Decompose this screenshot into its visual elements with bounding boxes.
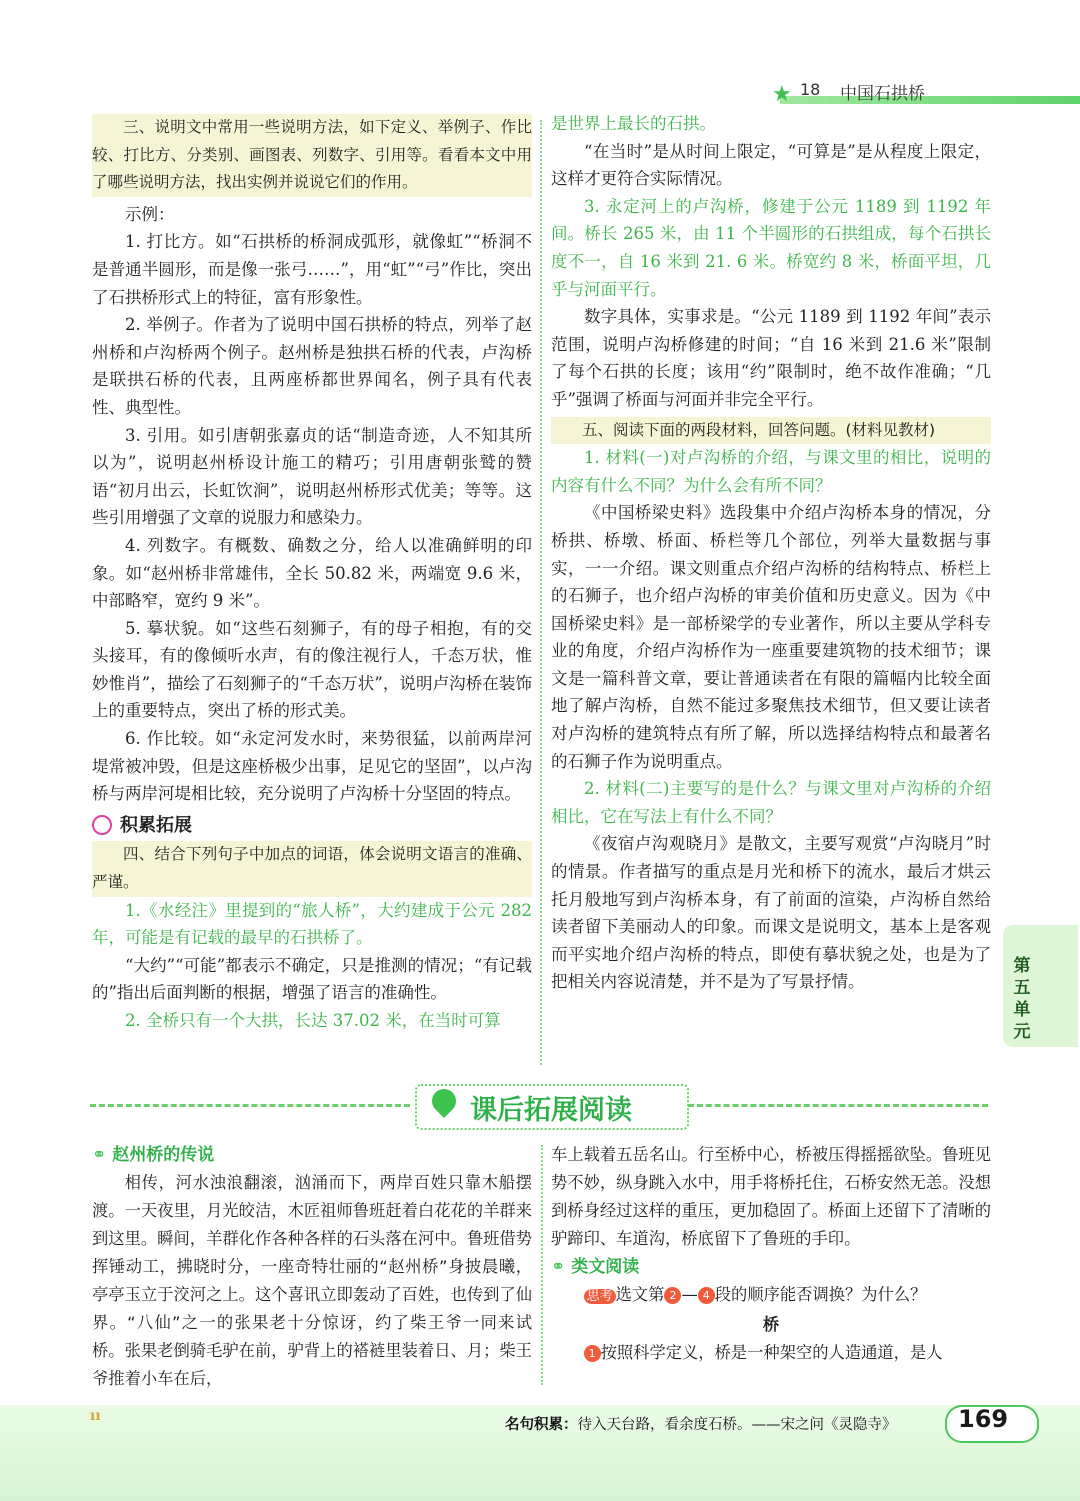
- left-column: [92, 114, 532, 1035]
- answer-4-3: 数字具体，实事求是。“公元 1189 到 1192 年间”表示范围，说明卢沟桥修建的时间；“自 16 米到 21.6 米”限制了每个石拱的长度；该用“约”限制时，绝不故作准确；“几乎”强调了桥面与河面并非完全平行。: [551, 307, 991, 409]
- header-bar: [780, 96, 1080, 104]
- question-4-3: 3. 永定河上的卢沟桥，修建于公元 1189 到 1192 年间。桥长 265 米，由 11 个半圆形的石拱组成，每个石拱长度不一，自 16 米到 21. 6 米。桥宽约 8 米，桥面平坦，几乎与河面平行。: [551, 196, 991, 299]
- reading-divider: [541, 1145, 543, 1385]
- paragraph-badge: 1: [584, 1345, 601, 1362]
- story-text-left: 相传，河水浊浪翻滚，汹涌而下，两岸百姓只靠木船摆渡。一天夜里，月光皎洁，木匠祖师鲁班赶着白花花的羊群来到这里。瞬间，羊群化作各种各样的石头落在河中。鲁班借势挥锤动工，拂晓时分，一座奇特壮丽的“赵州桥”身披晨曦，亭亭玉立于洨河之上。这个喜讯立即轰动了百姓，也传到了仙界。“八仙”之一的张果老十分惊讶，约了柴王爷一同来试桥。张果老倒骑毛驴在前，驴背上的褡裢里装着日、月；柴王爷推着小车在后，: [92, 1173, 532, 1388]
- quote-text: 待入天台路，看余度石桥。——宋之问《灵隐寺》: [577, 1417, 897, 1433]
- example-item: 6. 作比较。如“永定河发水时，来势很猛，以前两岸河堤常被冲毁，但是这座桥极少出事，足见它的坚固”，以卢沟桥与两岸河堤相比较，充分说明了卢沟桥十分坚固的特点。: [92, 729, 532, 804]
- right-column: [551, 110, 991, 996]
- question-4-2-end: 是世界上最长的石拱。: [551, 114, 716, 133]
- think-question: 思考 选文第 2 — 4 段的顺序能否调换？为什么？: [551, 1281, 991, 1311]
- example-item: 2. 举例子。作者为了说明中国石拱桥的特点，列举了赵州桥和卢沟桥两个例子。赵州桥是独拱石桥的代表，卢沟桥是联拱石桥的代表，且两座桥都世界闻名，例子具有代表性、典型性。: [92, 315, 532, 417]
- example-item: 3. 引用。如引唐朝张嘉贞的话“制造奇迹，人不知其所以为”，说明赵州桥设计施工的精巧；引用唐朝张鹫的赞语“初月出云，长虹饮涧”，说明赵州桥形式优美；等等。这些引用增强了文章的说服力和感染力。: [92, 425, 532, 528]
- section-heading: 积累拓展: [92, 812, 532, 840]
- example-item: 5. 摹状貌。如“这些石刻狮子，有的母子相抱，有的交头接耳，有的像倾听水声，有的像注视行人，千态万状，惟妙惟肖”，描绘了石刻狮子的“千态万状”，说明卢沟桥在装饰上的重要特点，突出了桥的形式美。: [92, 618, 532, 721]
- footer-decoration-icon: ıı: [90, 1408, 101, 1424]
- lesson-number: 18: [800, 80, 821, 99]
- story-text-right: 车上载着五岳名山。行至桥中心，桥被压得摇摇欲坠。鲁班见势不妙，纵身跳入水中，用手将桥托住，石桥安然无恙。没想到桥身经过这样的重压，更加稳固了。桥面上还留下了清晰的驴蹄印、车道沟，桥底留下了鲁班的手印。: [551, 1145, 991, 1248]
- example-item: 1. 打比方。如“石拱桥的桥洞成弧形，就像虹”“桥洞不是普通半圆形，而是像一张弓……”，用“虹”“弓”作比，突出了石拱桥形式上的特征，富有形象性。: [92, 232, 532, 307]
- answer-4-1: “大约”“可能”都表示不确定，只是推测的情况；“有记载的”指出后面判断的根据，增强了语言的准确性。: [92, 955, 532, 1003]
- answer-5-1: 《中国桥梁史料》选段集中介绍卢沟桥本身的情况，分桥拱、桥墩、桥面、桥栏等几个部位，列举大量数据与事实，一一介绍。课文则重点介绍卢沟桥的结构特点、桥栏上的石狮子，也介绍卢沟桥的审美价值和历史意义。因为《中国桥梁史料》是一部桥梁学的专业著作，所以主要从学科专业的角度，介绍卢沟桥作为一座重要建筑物的技术细节；课文是一篇科普文章，要让普通读者在有限的篇幅内比较全面地了解卢沟桥，自然不能过多聚焦技术细节，但又要让读者对卢沟桥的建筑特点有所了解，所以选择结构特点和最著名的石狮子作为说明重点。: [551, 503, 991, 771]
- think-label: 思考: [584, 1289, 616, 1304]
- lesson-title: 中国石拱桥: [840, 84, 925, 104]
- paragraph-badge: 2: [664, 1287, 681, 1304]
- story-title: ⚭ 赵州桥的传说: [92, 1145, 215, 1165]
- answer-5-2: 《夜宿卢沟观晓月》是散文，主要写观赏“卢沟晓月”时的情景。作者描写的重点是月光和桥下的流水，最后才烘云托月般地写到卢沟桥本身，有了前面的渲染，卢沟桥自然给读者留下美丽动人的印象。而课文是说明文，基本上是客观而平实地介绍卢沟桥的特点，即使有摹状貌之处，也是为了把相关内容说清楚，并不是为了写景抒情。: [551, 834, 991, 992]
- question-5-2: 2. 材料(二)主要写的是什么？与课文里对卢沟桥的介绍相比，它在写法上有什么不同？: [551, 779, 991, 826]
- paragraph-badge: 4: [698, 1287, 715, 1304]
- example-item: 4. 列数字。有概数、确数之分，给人以准确鲜明的印象。如“赵州桥非常雄伟，全长 50.82 米，两端宽 9.6 米，中部略窄，宽约 9 米”。: [92, 535, 532, 611]
- banner-line-left: [90, 1104, 410, 1107]
- similar-reading-title: ⚭ 类文阅读: [551, 1257, 640, 1277]
- banner-title: 课后拓展阅读: [470, 1095, 632, 1126]
- quote-label: 名句积累：: [505, 1417, 578, 1433]
- question-5: 五、阅读下面的两段材料，回答问题。(材料见教材): [551, 417, 991, 445]
- question-4: 四、结合下列句子中加点的词语，体会说明文语言的准确、严谨。: [92, 841, 532, 896]
- question-3: 三、说明文中常用一些说明方法，如下定义、举例子、作比较、打比方、分类别、画图表、列数字、引用等。看看本文中用了哪些说明方法，找出实例并说说它们的作用。: [92, 114, 532, 197]
- swirl-icon: [92, 815, 112, 835]
- footer-quote: [505, 1413, 897, 1434]
- column-divider: [540, 120, 542, 1065]
- example-label: 示例：: [125, 204, 175, 224]
- reading-right-column: [551, 1141, 991, 1367]
- star-icon: ★: [772, 82, 792, 107]
- page-number: 169: [958, 1405, 1009, 1433]
- article-title: 桥: [762, 1315, 780, 1334]
- reading-left-column: [92, 1141, 532, 1393]
- link-icon: ⚭: [92, 1145, 107, 1165]
- unit-side-tab-label: 第五单元: [1013, 956, 1031, 1042]
- question-5-1: 1. 材料(一)对卢沟桥的介绍，与课文里的相比，说明的内容有什么不同？为什么会有所不同？: [551, 448, 991, 495]
- link-icon: ⚭: [551, 1257, 566, 1277]
- article-first-line: 1 按照科学定义，桥是一种架空的人造通道，是人: [551, 1339, 991, 1367]
- banner-line-right: [688, 1104, 988, 1107]
- question-4-1: 1.《水经注》里提到的“旅人桥”，大约建成于公元 282 年，可能是有记载的最早的石拱桥了。: [92, 900, 532, 948]
- question-4-2-start: 2. 全桥只有一个大拱，长达 37.02 米，在当时可算: [125, 1011, 501, 1030]
- answer-4-2: “在当时”是从时间上限定，“可算是”是从程度上限定，这样才更符合实际情况。: [551, 141, 991, 189]
